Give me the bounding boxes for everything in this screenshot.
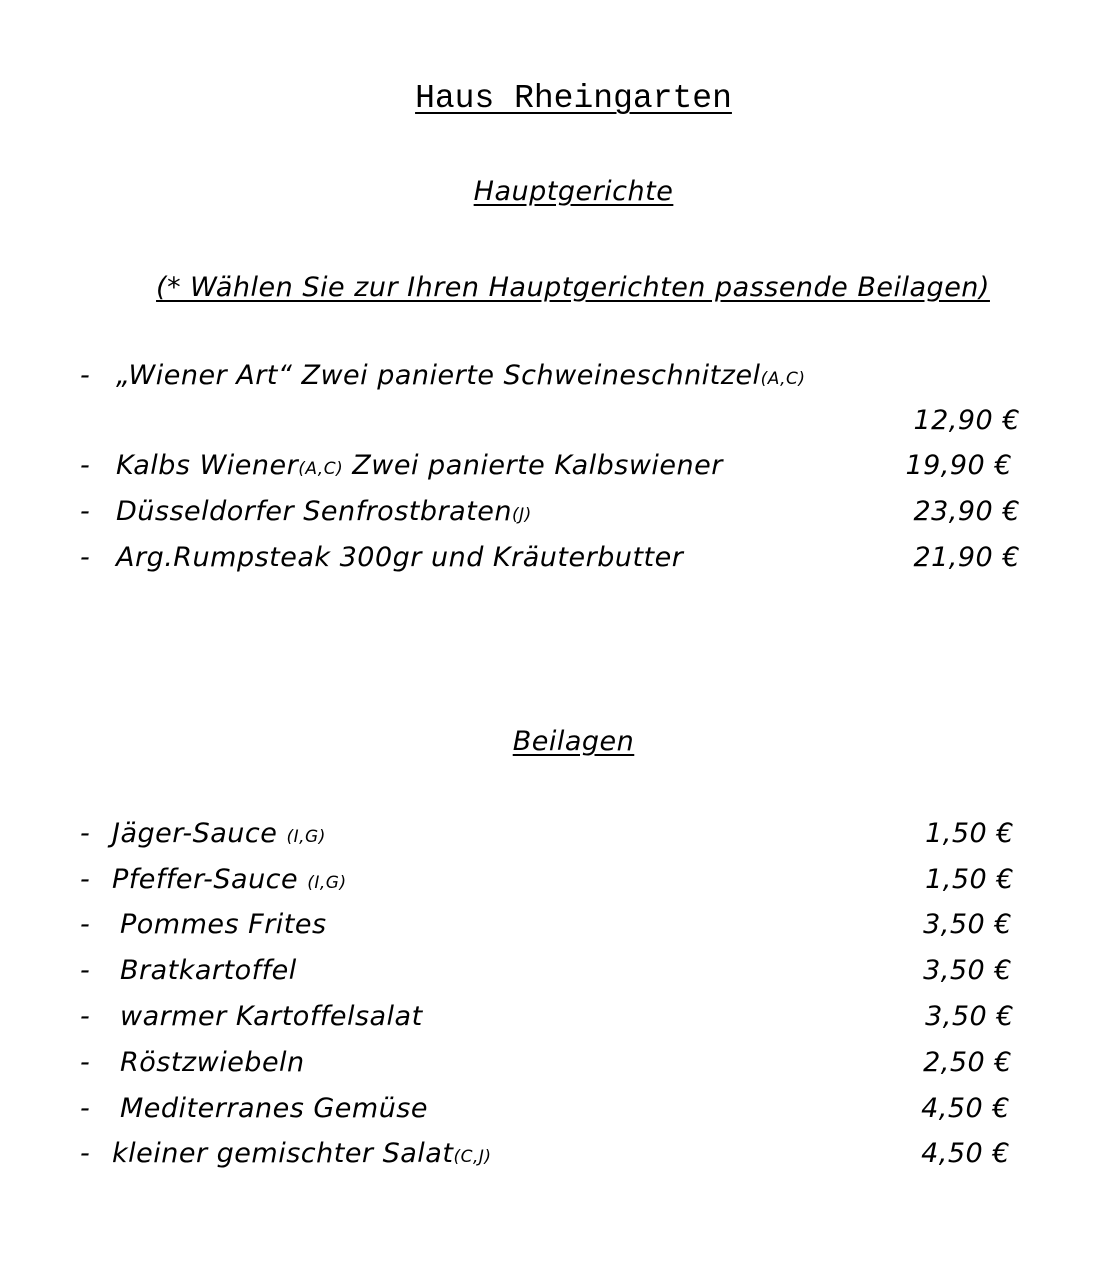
allergen-codes: (J) xyxy=(511,505,532,525)
item-name: Röstzwiebeln xyxy=(120,1047,305,1078)
bullet-dash: - xyxy=(80,1093,91,1124)
bullet-dash: - xyxy=(80,1138,91,1169)
side-item xyxy=(80,864,1040,904)
menu-item xyxy=(80,360,1040,400)
main-dishes-heading: Hauptgerichte xyxy=(473,176,674,207)
item-name: Bratkartoffel xyxy=(120,955,297,986)
bullet-dash: - xyxy=(80,1047,91,1078)
item-price: 1,50 € xyxy=(925,818,1014,849)
item-price: 19,90 € xyxy=(905,450,1012,481)
menu-item xyxy=(80,542,1040,582)
item-price: 1,50 € xyxy=(925,864,1014,895)
side-item xyxy=(80,1001,1040,1041)
side-item xyxy=(80,818,1040,858)
item-name: Kalbs Wiener(A,C) Zwei panierte Kalbswiener xyxy=(116,450,723,481)
side-dishes-note: (* Wählen Sie zur Ihren Hauptgerichten passende Beilagen) xyxy=(156,272,990,303)
bullet-dash: - xyxy=(80,818,91,849)
menu-item-price-line xyxy=(80,405,1040,445)
item-name: kleiner gemischter Salat(C,J) xyxy=(112,1138,492,1169)
side-item xyxy=(80,1138,1040,1178)
bullet-dash: - xyxy=(80,542,91,573)
bullet-dash: - xyxy=(80,496,91,527)
item-name: Mediterranes Gemüse xyxy=(120,1093,428,1124)
item-price: 3,50 € xyxy=(925,1001,1014,1032)
item-name: Düsseldorfer Senfrostbraten(J) xyxy=(116,496,532,527)
allergen-codes: (I,G) xyxy=(307,873,347,893)
side-item xyxy=(80,1047,1040,1087)
item-price: 4,50 € xyxy=(921,1093,1010,1124)
menu-item xyxy=(80,496,1040,536)
item-price: 21,90 € xyxy=(913,542,1020,573)
item-price: 3,50 € xyxy=(923,909,1012,940)
allergen-codes: (I,G) xyxy=(286,827,326,847)
side-item xyxy=(80,955,1040,995)
item-name: Arg.Rumpsteak 300gr und Kräuterbutter xyxy=(116,542,684,573)
item-name: Pommes Frites xyxy=(120,909,327,940)
menu-item xyxy=(80,450,1040,490)
side-item xyxy=(80,1093,1040,1133)
item-price: 23,90 € xyxy=(913,496,1020,527)
item-name: warmer Kartoffelsalat xyxy=(120,1001,423,1032)
bullet-dash: - xyxy=(80,1001,91,1032)
sides-heading: Beilagen xyxy=(512,726,635,757)
item-name: Pfeffer-Sauce (I,G) xyxy=(112,864,347,895)
item-price: 3,50 € xyxy=(923,955,1012,986)
item-name: „Wiener Art“ Zwei panierte Schweineschnitzel(A,C) xyxy=(116,360,806,391)
allergen-codes: (A,C) xyxy=(760,369,806,389)
side-item xyxy=(80,909,1040,949)
item-name: Jäger-Sauce (I,G) xyxy=(112,818,326,849)
item-price: 4,50 € xyxy=(921,1138,1010,1169)
allergen-codes: (A,C) xyxy=(298,459,344,479)
bullet-dash: - xyxy=(80,909,91,940)
item-price: 12,90 € xyxy=(913,405,1020,436)
bullet-dash: - xyxy=(80,955,91,986)
item-price: 2,50 € xyxy=(923,1047,1012,1078)
menu-title: Haus Rheingarten xyxy=(415,80,732,117)
bullet-dash: - xyxy=(80,360,91,391)
bullet-dash: - xyxy=(80,450,91,481)
allergen-codes: (C,J) xyxy=(453,1147,492,1167)
bullet-dash: - xyxy=(80,864,91,895)
